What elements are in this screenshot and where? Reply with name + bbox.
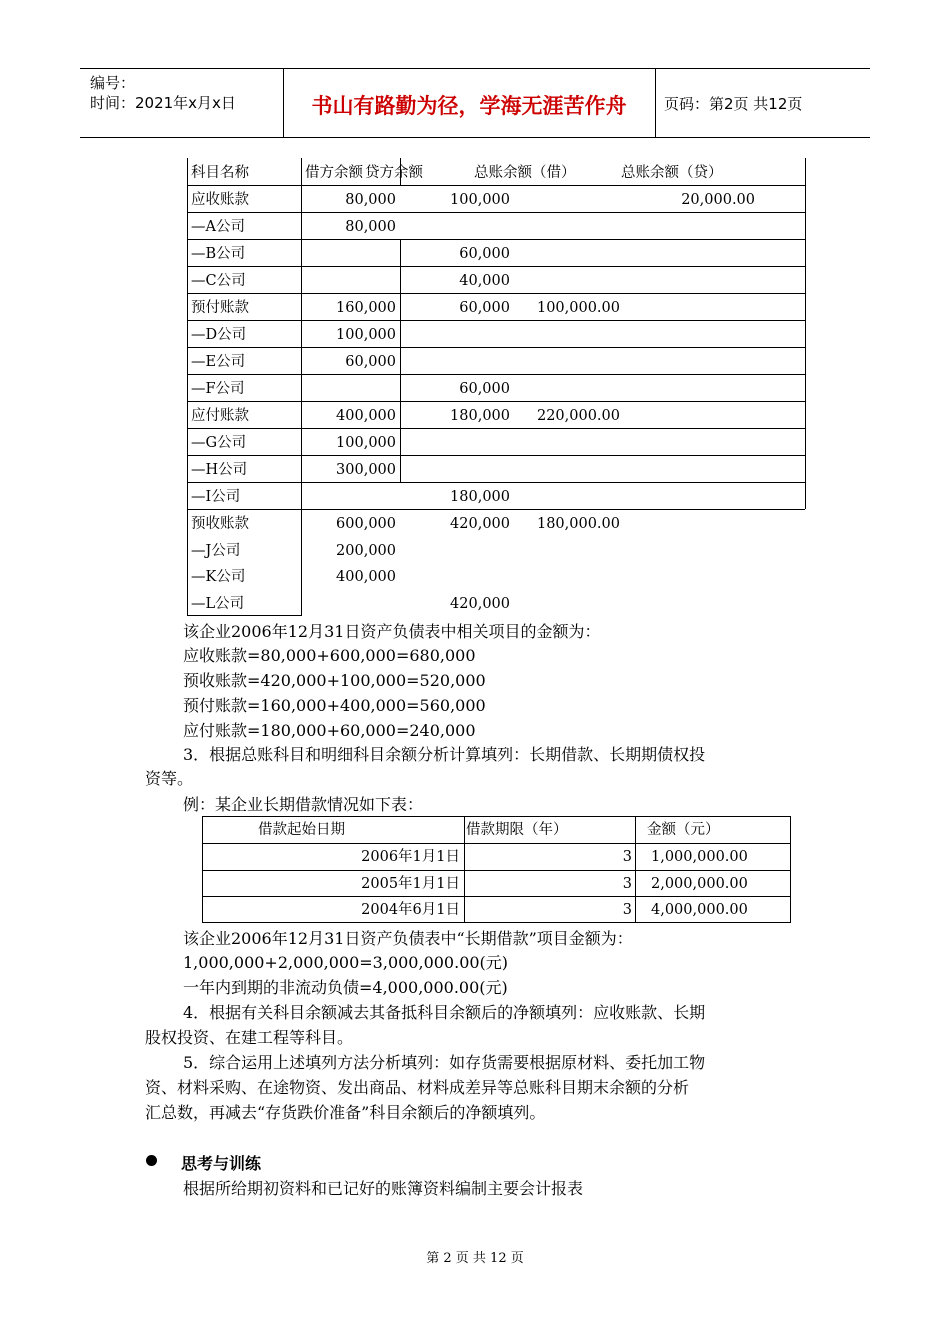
body-paragraph: 该企业2006年12月31日资产负债表中“长期借款”项目金额为：: [183, 929, 633, 948]
table-border: [187, 185, 805, 186]
debit-balance: 200,000: [336, 543, 396, 559]
table-border: [187, 509, 805, 510]
table-border: [187, 320, 805, 321]
account-name: —J公司: [191, 543, 241, 559]
account-name: 预收账款: [191, 516, 249, 532]
account-name: —B公司: [191, 246, 246, 262]
debit-balance: 100,000: [336, 327, 396, 343]
table-border: [187, 455, 805, 456]
account-name: —I公司: [191, 489, 241, 505]
header-page-info: 页码：第2页 共12页: [664, 95, 803, 113]
gl-debit-balance: 220,000.00: [536, 408, 620, 424]
loan-term: 3: [622, 902, 632, 918]
debit-balance: 160,000: [336, 300, 396, 316]
body-paragraph: 例：某企业长期借款情况如下表：: [183, 795, 424, 814]
table-border: [187, 212, 805, 213]
column-header: 借方余额: [305, 165, 363, 181]
debit-balance: 100,000: [336, 435, 396, 451]
body-paragraph: 5．综合运用上述填列方法分析填列：如存货需要根据原材料、委托加工物: [183, 1053, 706, 1072]
document-time: 时间：2021年x月x日: [90, 94, 236, 112]
table-border: [187, 615, 302, 616]
header-divider: [655, 69, 656, 137]
body-paragraph: 汇总数，再减去“存货跌价准备”科目余额后的净额填列。: [145, 1103, 546, 1122]
column-header: 借款起始日期: [258, 822, 345, 838]
credit-balance: 180,000: [450, 489, 510, 505]
credit-balance: 100,000: [450, 192, 510, 208]
body-paragraph: 资等。: [145, 769, 194, 788]
account-name: —F公司: [191, 381, 245, 397]
formula-long-term-loan: 1,000,000+2,000,000=3,000,000.00(元): [183, 953, 509, 972]
section-text: 根据所给期初资料和已记好的账簿资料编制主要会计报表: [183, 1179, 584, 1198]
body-paragraph: 3．根据总账科目和明细科目余额分析计算填列：长期借款、长期期债权投: [183, 745, 706, 764]
debit-balance: 60,000: [345, 354, 396, 370]
table-border: [187, 239, 805, 240]
table-border: [187, 401, 805, 402]
account-name: —E公司: [191, 354, 246, 370]
loan-start-date: 2004年6月1日: [361, 902, 460, 918]
formula-receivable: 应收账款=80,000+600,000=680,000: [183, 646, 476, 665]
table-border: [203, 896, 790, 897]
loan-start-date: 2005年1月1日: [361, 876, 460, 892]
gl-debit-balance: 100,000.00: [536, 300, 620, 316]
body-paragraph: 股权投资、在建工程等科目。: [145, 1028, 354, 1047]
formula-payable: 应付账款=180,000+60,000=240,000: [183, 721, 476, 740]
loan-amount: 2,000,000.00: [651, 876, 748, 892]
column-header: 金额（元）: [647, 822, 720, 838]
document-number-label: 编号：: [90, 74, 136, 92]
table-border: [187, 293, 805, 294]
table-border: [203, 843, 790, 844]
credit-balance: 60,000: [459, 246, 510, 262]
account-name: —H公司: [191, 462, 248, 478]
credit-balance: 60,000: [459, 381, 510, 397]
credit-balance: 40,000: [459, 273, 510, 289]
table-border: [805, 158, 806, 509]
account-name: 应付账款: [191, 408, 249, 424]
formula-prepaid: 预付账款=160,000+400,000=560,000: [183, 696, 486, 715]
credit-balance: 180,000: [450, 408, 510, 424]
table-border: [187, 158, 188, 615]
bullet-icon: [146, 1155, 157, 1166]
account-name: 应收账款: [191, 192, 249, 208]
account-name: —K公司: [191, 569, 246, 585]
column-header: 总账余额（贷）: [621, 165, 723, 181]
loan-amount: 1,000,000.00: [651, 849, 748, 865]
section-title: 思考与训练: [181, 1154, 262, 1173]
balance-table: [187, 158, 805, 615]
body-paragraph: 4．根据有关科目余额减去其备抵科目余额后的净额填列：应收账款、长期: [183, 1003, 706, 1022]
loan-table: [202, 816, 791, 923]
gl-credit-balance: 20,000.00: [681, 192, 755, 208]
debit-balance: 80,000: [345, 192, 396, 208]
credit-balance: 60,000: [459, 300, 510, 316]
loan-term: 3: [622, 849, 632, 865]
column-header: 借款期限（年）: [466, 822, 568, 838]
debit-balance: 600,000: [336, 516, 396, 532]
header-meta: [90, 73, 236, 113]
credit-balance: 420,000: [450, 516, 510, 532]
page-header: [80, 68, 870, 138]
header-motto: 书山有路勤为径，学海无涯苦作舟: [311, 94, 627, 118]
debit-balance: 400,000: [336, 408, 396, 424]
loan-amount: 4,000,000.00: [651, 902, 748, 918]
table-border: [187, 374, 805, 375]
table-border: [187, 266, 805, 267]
column-header: 科目名称: [191, 165, 249, 181]
account-name: —C公司: [191, 273, 246, 289]
table-border: [203, 870, 790, 871]
account-name: —L公司: [191, 596, 245, 612]
account-name: 预付账款: [191, 300, 249, 316]
page-footer: 第 2 页 共 12 页: [426, 1251, 524, 1266]
debit-balance: 400,000: [336, 569, 396, 585]
account-name: —G公司: [191, 435, 247, 451]
debit-balance: 300,000: [336, 462, 396, 478]
column-header: 贷方余额: [365, 165, 423, 181]
formula-advance-received: 预收账款=420,000+100,000=520,000: [183, 671, 486, 690]
credit-balance: 420,000: [450, 596, 510, 612]
table-border: [187, 428, 805, 429]
body-paragraph: 该企业2006年12月31日资产负债表中相关项目的金额为：: [183, 622, 601, 641]
table-border: [187, 482, 805, 483]
gl-debit-balance: 180,000.00: [536, 516, 620, 532]
loan-term: 3: [622, 876, 632, 892]
debit-balance: 80,000: [345, 219, 396, 235]
formula-current-portion: 一年内到期的非流动负债=4,000,000.00(元): [183, 978, 508, 997]
account-name: —A公司: [191, 219, 245, 235]
loan-start-date: 2006年1月1日: [361, 849, 460, 865]
column-header: 总账余额（借）: [474, 165, 576, 181]
table-border: [187, 347, 805, 348]
body-paragraph: 资、材料采购、在途物资、发出商品、材料成差异等总账科目期末余额的分析: [145, 1078, 690, 1097]
account-name: —D公司: [191, 327, 247, 343]
